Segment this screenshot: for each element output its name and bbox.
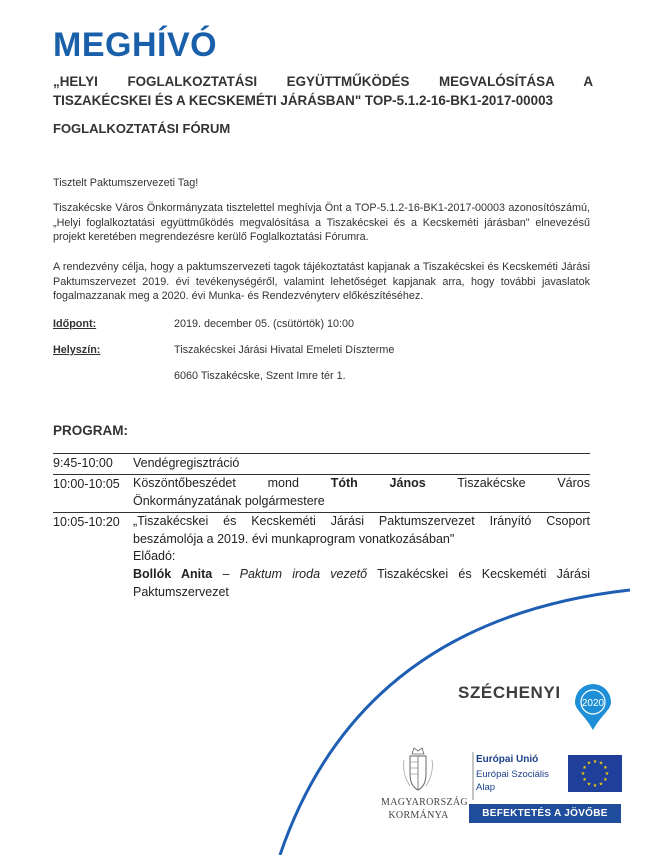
svg-text:★: ★ — [603, 765, 608, 771]
place-label: Helyszín: — [53, 344, 101, 356]
svg-text:★: ★ — [592, 759, 598, 765]
program-text-part: Tiszakécske Város — [425, 476, 590, 490]
svg-text:★: ★ — [592, 783, 598, 789]
program-text: beszámolója a 2019. évi munkaprogram vonatkozásában" — [133, 532, 455, 546]
program-heading: PROGRAM: — [53, 423, 128, 438]
invitation-paragraph: Tiszakécske Város Önkormányzata tisztelettel meghívja Önt a TOP-5.1.2-16-BK1-2017-00003 azonosítószámú, „Helyi foglalkoztatási együttműködés megvalósítása a Tiszakécskei és a Kecskeméti járásban" elnevezésű projekt keretében megrendezésre kerülő Foglalkoztatási Fórumra. — [53, 202, 590, 243]
program-text: Vendégregisztráció — [133, 456, 240, 470]
presenter-org: Paktumszervezet — [133, 585, 229, 599]
address-value: 6060 Tiszakécske, Szent Imre tér 1. — [174, 370, 346, 382]
svg-text:★: ★ — [582, 765, 587, 771]
presenter-role: Paktum iroda vezető — [239, 567, 368, 581]
document-title: MEGHÍVÓ — [53, 26, 218, 64]
program-time: 10:00-10:05 — [53, 477, 120, 491]
place-value: Tiszakécskei Járási Hivatal Emeleti Díszterme — [174, 344, 395, 356]
speaker-name: Tóth János — [330, 476, 426, 490]
svg-text:★: ★ — [604, 771, 610, 777]
svg-text:★: ★ — [582, 777, 587, 783]
greeting: Tisztelt Paktumszervezeti Tag! — [53, 177, 199, 189]
government-name-line1: MAGYARORSZÁG — [381, 797, 468, 808]
program-text: „Tiszakécskei és Kecskeméti Járási Paktumszervezet Irányító Csoport — [133, 514, 590, 528]
coat-of-arms-icon — [398, 744, 438, 794]
svg-text:★: ★ — [586, 760, 592, 767]
szechenyi-logo-text: SZÉCHENYI — [458, 683, 561, 702]
esf-name-line1: Európai Szociális — [476, 769, 549, 780]
purpose-paragraph: A rendezvény célja, hogy a paktumszervezeti tagok tájékoztatást kapjanak a Tiszakécskei és Kecskeméti Járási Paktumszervezet 2019. évi tevékenységéről, valamint lehetőséget kapjanak arra, hogy további javaslatok fogalmazzanak meg a 2020. évi Munka- és Rendezvényterv előkészítéséhez. — [53, 261, 590, 302]
program-text: Önkormányzatának polgármestere — [133, 494, 325, 508]
program-time: 10:05-10:20 — [53, 515, 120, 529]
szechenyi-2020-icon — [574, 684, 612, 732]
program-time: 9:45-10:00 — [53, 456, 113, 470]
project-title-line2: TISZAKÉCSKEI ÉS A KECSKEMÉTI JÁRÁSBAN" TOP-5.1.2-16-BK1-2017-00003 — [53, 93, 553, 108]
svg-text:★: ★ — [603, 777, 608, 783]
svg-text:★: ★ — [586, 781, 592, 788]
szechenyi-year: 2020 — [581, 698, 605, 709]
forum-heading: FOGLALKOZTATÁSI FÓRUM — [53, 121, 231, 136]
esf-name-line2: Alap — [476, 782, 496, 793]
svg-text:★: ★ — [580, 771, 586, 777]
svg-text:★: ★ — [598, 781, 604, 788]
eu-flag-icon — [568, 755, 622, 792]
presenter-dash: – — [212, 567, 240, 581]
eu-name: Európai Unió — [476, 754, 539, 765]
svg-text:★: ★ — [598, 760, 604, 767]
investment-banner: BEFEKTETÉS A JÖVŐBE — [469, 804, 621, 823]
presenter-label: Előadó: — [133, 549, 176, 563]
time-label: Időpont: — [53, 318, 97, 330]
presenter-org: Tiszakécskei és Kecskeméti Járási — [367, 567, 590, 581]
government-name-line2: KORMÁNYA — [388, 810, 449, 821]
project-title-line1: „HELYI FOGLALKOZTATÁSI EGYÜTTMŰKÖDÉS MEGVALÓSÍTÁSA A — [53, 74, 593, 89]
time-value: 2019. december 05. (csütörtök) 10:00 — [174, 318, 355, 330]
presenter-name: Bollók Anita — [133, 567, 213, 581]
program-text-part: Köszöntőbeszédet mond — [133, 476, 331, 490]
